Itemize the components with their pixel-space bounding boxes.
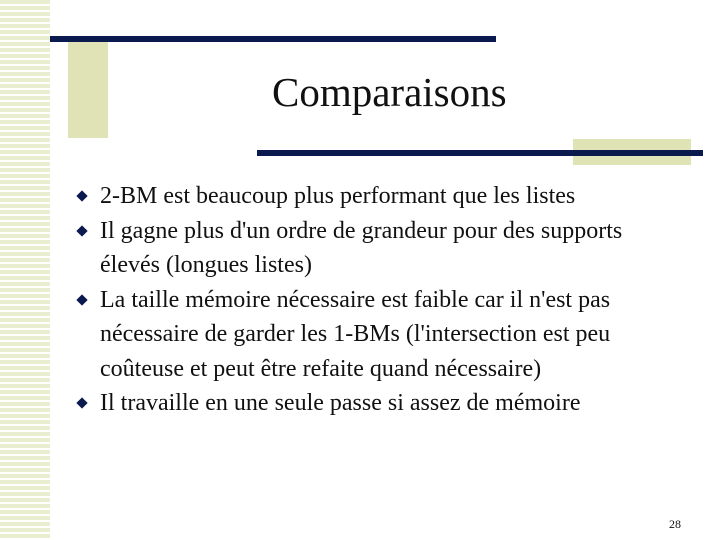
left-accent-block	[68, 40, 108, 138]
diamond-bullet-icon	[76, 225, 87, 236]
bottom-title-rule	[257, 150, 703, 156]
bullet-text: Il travaille en une seule passe si assez de mémoire	[100, 390, 581, 416]
diamond-bullet-icon	[76, 397, 87, 408]
top-title-rule	[50, 36, 496, 42]
page-number: 28	[669, 517, 681, 531]
bullet-item	[78, 386, 678, 421]
slide-title: Comparaisons	[272, 69, 507, 115]
diamond-bullet-icon	[76, 294, 87, 305]
bullet-text: Il gagne plus d'un ordre de grandeur pour des supports élevés (longues listes)	[100, 217, 623, 278]
bullet-item	[78, 179, 678, 214]
diamond-bullet-icon	[76, 190, 87, 201]
bullet-text: 2-BM est beaucoup plus performant que les listes	[100, 183, 576, 209]
bullet-item	[78, 283, 678, 387]
bullet-list	[78, 179, 678, 421]
left-striped-decoration	[0, 0, 50, 540]
bullet-text: La taille mémoire nécessaire est faible car il n'est pas nécessaire de garder les 1-BMs (l'intersection est peu coûteuse et peut être refaite quand nécessaire)	[100, 286, 611, 382]
bullet-item	[78, 214, 678, 283]
